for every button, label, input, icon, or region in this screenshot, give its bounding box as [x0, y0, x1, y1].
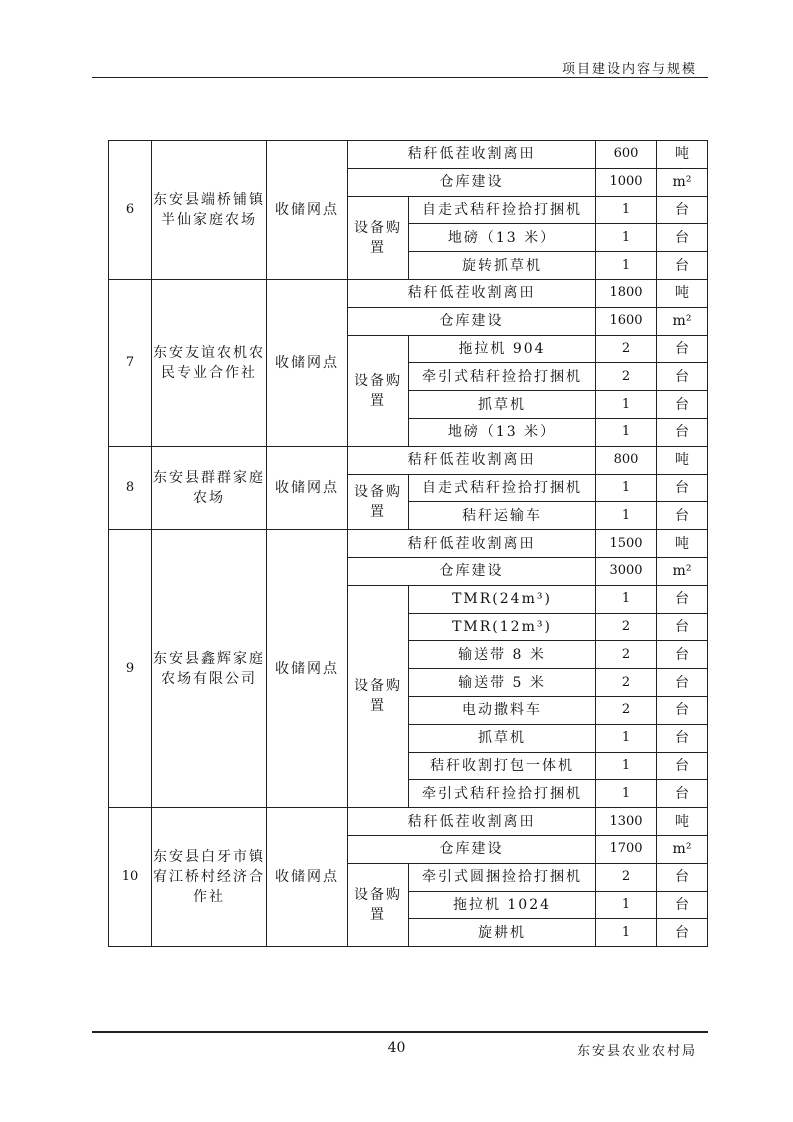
- table-row: [109, 446, 708, 474]
- quantity-cell: 2: [596, 335, 657, 363]
- quantity-cell: 2: [596, 641, 657, 669]
- site-type-cell: 收储网点: [267, 279, 348, 446]
- table-row: [109, 141, 708, 169]
- unit-cell: 吨: [657, 279, 708, 307]
- quantity-cell: 3000: [596, 557, 657, 585]
- row-number-cell: 10: [109, 808, 152, 947]
- site-type-cell: 收储网点: [267, 530, 348, 808]
- unit-cell: m²: [657, 835, 708, 863]
- quantity-cell: 1: [596, 418, 657, 446]
- unit-cell: 台: [657, 669, 708, 697]
- quantity-cell: 1: [596, 502, 657, 530]
- equipment-item-cell: 电动撒料车: [409, 696, 596, 724]
- quantity-cell: 1: [596, 724, 657, 752]
- equipment-item-cell: 地磅（13 米）: [409, 224, 596, 252]
- unit-cell: 台: [657, 780, 708, 808]
- equipment-item-cell: 牵引式秸秆捡拾打捆机: [409, 363, 596, 391]
- entity-name-cell: 东安县鑫辉家庭农场有限公司: [152, 530, 267, 808]
- unit-cell: m²: [657, 307, 708, 335]
- site-type-cell: 收储网点: [267, 446, 348, 529]
- unit-cell: 台: [657, 919, 708, 947]
- unit-cell: 吨: [657, 141, 708, 169]
- row-number-cell: 6: [109, 141, 152, 280]
- entity-name-cell: 东安县白牙市镇宥江桥村经济合作社: [152, 808, 267, 947]
- equipment-item-cell: 牵引式秸秆捡拾打捆机: [409, 780, 596, 808]
- equipment-item-cell: 自走式秸秆捡拾打捆机: [409, 196, 596, 224]
- land-clearing-item-cell: 秸秆低茬收割离田: [348, 141, 596, 169]
- entity-name-cell: 东安友谊农机农民专业合作社: [152, 279, 267, 446]
- site-type-cell: 收储网点: [267, 141, 348, 280]
- unit-cell: 台: [657, 891, 708, 919]
- unit-cell: 台: [657, 696, 708, 724]
- table-row: [109, 530, 708, 558]
- unit-cell: m²: [657, 168, 708, 196]
- unit-cell: 台: [657, 196, 708, 224]
- equipment-purchase-label-cell: 设备购置: [348, 474, 409, 530]
- equipment-item-cell: 地磅（13 米）: [409, 418, 596, 446]
- equipment-purchase-label-cell: 设备购置: [348, 335, 409, 446]
- quantity-cell: 1: [596, 252, 657, 280]
- quantity-cell: 600: [596, 141, 657, 169]
- warehouse-item-cell: 仓库建设: [348, 168, 596, 196]
- quantity-cell: 1600: [596, 307, 657, 335]
- construction-scale-table: [108, 140, 708, 947]
- unit-cell: m²: [657, 557, 708, 585]
- quantity-cell: 1300: [596, 808, 657, 836]
- unit-cell: 台: [657, 724, 708, 752]
- table-body: [109, 141, 708, 947]
- footer-divider: [92, 1031, 708, 1033]
- quantity-cell: 1: [596, 752, 657, 780]
- unit-cell: 吨: [657, 446, 708, 474]
- unit-cell: 台: [657, 613, 708, 641]
- row-number-cell: 9: [109, 530, 152, 808]
- equipment-item-cell: 旋转抓草机: [409, 252, 596, 280]
- equipment-item-cell: 输送带 5 米: [409, 669, 596, 697]
- quantity-cell: 1700: [596, 835, 657, 863]
- quantity-cell: 2: [596, 363, 657, 391]
- quantity-cell: 1: [596, 919, 657, 947]
- quantity-cell: 2: [596, 863, 657, 891]
- quantity-cell: 1: [596, 891, 657, 919]
- unit-cell: 台: [657, 863, 708, 891]
- unit-cell: 吨: [657, 808, 708, 836]
- land-clearing-item-cell: 秸秆低茬收割离田: [348, 530, 596, 558]
- quantity-cell: 2: [596, 613, 657, 641]
- warehouse-item-cell: 仓库建设: [348, 557, 596, 585]
- unit-cell: 台: [657, 585, 708, 613]
- quantity-cell: 1500: [596, 530, 657, 558]
- quantity-cell: 800: [596, 446, 657, 474]
- equipment-item-cell: 自走式秸秆捡拾打捆机: [409, 474, 596, 502]
- equipment-item-cell: 秸秆运输车: [409, 502, 596, 530]
- unit-cell: 台: [657, 252, 708, 280]
- quantity-cell: 1: [596, 224, 657, 252]
- quantity-cell: 1: [596, 474, 657, 502]
- unit-cell: 吨: [657, 530, 708, 558]
- equipment-item-cell: 抓草机: [409, 724, 596, 752]
- land-clearing-item-cell: 秸秆低茬收割离田: [348, 808, 596, 836]
- unit-cell: 台: [657, 641, 708, 669]
- quantity-cell: 1000: [596, 168, 657, 196]
- unit-cell: 台: [657, 752, 708, 780]
- equipment-item-cell: TMR(24m³): [409, 585, 596, 613]
- equipment-item-cell: 拖拉机 1024: [409, 891, 596, 919]
- page-number: 40: [387, 1040, 406, 1056]
- entity-name-cell: 东安县端桥铺镇半仙家庭农场: [152, 141, 267, 280]
- running-header-title: 项目建设内容与规模: [561, 62, 697, 77]
- row-number-cell: 8: [109, 446, 152, 529]
- quantity-cell: 1: [596, 196, 657, 224]
- table-row: [109, 808, 708, 836]
- quantity-cell: 1: [596, 780, 657, 808]
- equipment-purchase-label-cell: 设备购置: [348, 863, 409, 946]
- equipment-item-cell: 拖拉机 904: [409, 335, 596, 363]
- unit-cell: 台: [657, 391, 708, 419]
- land-clearing-item-cell: 秸秆低茬收割离田: [348, 446, 596, 474]
- equipment-item-cell: TMR(12m³): [409, 613, 596, 641]
- footer-organization: 东安县农业农村局: [576, 1044, 697, 1059]
- quantity-cell: 2: [596, 696, 657, 724]
- equipment-purchase-label-cell: 设备购置: [348, 585, 409, 807]
- table-row: [109, 279, 708, 307]
- equipment-item-cell: 秸秆收割打包一体机: [409, 752, 596, 780]
- warehouse-item-cell: 仓库建设: [348, 835, 596, 863]
- unit-cell: 台: [657, 224, 708, 252]
- quantity-cell: 1: [596, 585, 657, 613]
- equipment-item-cell: 输送带 8 米: [409, 641, 596, 669]
- equipment-item-cell: 牵引式圆捆捡拾打捆机: [409, 863, 596, 891]
- entity-name-cell: 东安县群群家庭农场: [152, 446, 267, 529]
- quantity-cell: 1: [596, 391, 657, 419]
- header-divider: [92, 77, 708, 78]
- unit-cell: 台: [657, 335, 708, 363]
- equipment-item-cell: 旋耕机: [409, 919, 596, 947]
- warehouse-item-cell: 仓库建设: [348, 307, 596, 335]
- row-number-cell: 7: [109, 279, 152, 446]
- unit-cell: 台: [657, 474, 708, 502]
- unit-cell: 台: [657, 502, 708, 530]
- unit-cell: 台: [657, 418, 708, 446]
- equipment-purchase-label-cell: 设备购置: [348, 196, 409, 279]
- equipment-item-cell: 抓草机: [409, 391, 596, 419]
- quantity-cell: 1800: [596, 279, 657, 307]
- site-type-cell: 收储网点: [267, 808, 348, 947]
- land-clearing-item-cell: 秸秆低茬收割离田: [348, 279, 596, 307]
- quantity-cell: 2: [596, 669, 657, 697]
- unit-cell: 台: [657, 363, 708, 391]
